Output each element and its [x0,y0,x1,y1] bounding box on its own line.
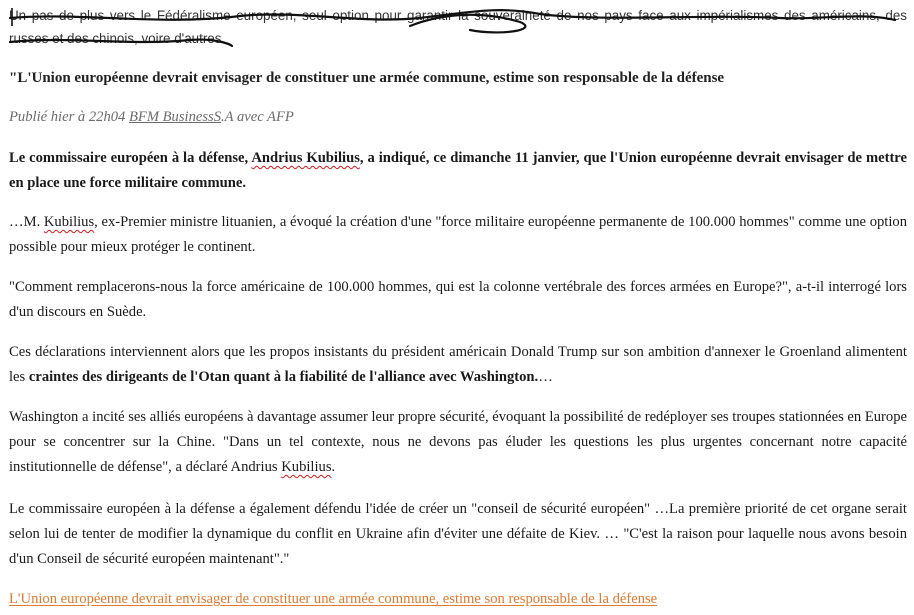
p4-name-last: Kubilius [281,459,332,475]
p3-bold: craintes des dirigeants de l'Otan quant à la fiabilité de l'alliance avec Washington. [28,369,539,385]
article-link-paragraph [9,587,907,612]
byline-source: BFM BusinessS [128,109,221,125]
byline-date: Publié hier à 22h04 [9,109,129,125]
lead-name: Andrius Kubilius [251,150,360,166]
p1-text-1: …M. [9,214,44,230]
p4-name-first: Andrius [230,459,278,475]
paragraph-1 [9,210,907,260]
p4-text-1: Washington a incité ses alliés européens à davantage assumer leur propre sécurité, évoquant la possibilité de redéployer ses troupes stationnées en Europe pour se concentrer sur la Chine. "Dans un tel contexte, nous ne devons pas éluder les questions les plus urgentes concernant notre capacité institutionnelle de défense", a déclaré [9,409,907,475]
intro-text: Un pas de plus vers le Fédéralisme européen, seul option pour garantir la souveraineté de nos pays face aux impérialismes des américains, des russes et des chinois, voire d'autres. [9,8,907,46]
lead-paragraph [9,146,907,196]
intro-paragraph [9,4,907,50]
p1-name: Kubilius [43,214,95,230]
headline: "L'Union européenne devrait envisager de constituer une armée commune, estime son responsable de la défense [9,70,725,86]
p4-text-2: . [331,459,336,475]
paragraph-2: "Comment remplacerons-nous la force américaine de 100.000 hommes, qui est la colonne vertébrale des forces armées en Europe?", a-t-il interrogé lors d'un discours en Suède. [9,279,907,320]
p3-text-1: Ces déclarations interviennent alors que les propos insistants du président américain Donald Trump sur son ambition d'annexer le Groenland alimentent les [9,344,907,385]
paragraph-3 [9,340,907,390]
byline-suffix: .A avec AFP [221,109,294,125]
paragraph-4 [9,405,907,480]
paragraph-5: Le commissaire européen à la défense a également défendu l'idée de créer un "conseil de sécurité européen" …La première priorité de cet organe serait selon lui de tenter de modifier la dynamique du conflit en Ukraine afin d'éviter une défaite de Kiev. … "C'est la raison pour laquelle nous avons besoin d'un Conseil de sécurité européen maintenant"." [9,501,907,567]
p3-text-2: … [538,369,553,385]
lead-text-2: , a indiqué, ce dimanche 11 janvier, que l'Union européenne devrait envisager de mettre en place une force militaire commune. [9,150,907,191]
byline [9,105,907,130]
article-link[interactable]: L'Union européenne devrait envisager de constituer une armée commune, estime son responsable de la défense [9,591,658,607]
lead-text-1: Le commissaire européen à la défense, [9,150,252,166]
p1-text-2: , ex-Premier ministre lituanien, a évoqué la création d'une "force militaire européenne permanente de 100.000 hommes" comme une option possible pour mieux protéger le continent. [9,214,907,255]
